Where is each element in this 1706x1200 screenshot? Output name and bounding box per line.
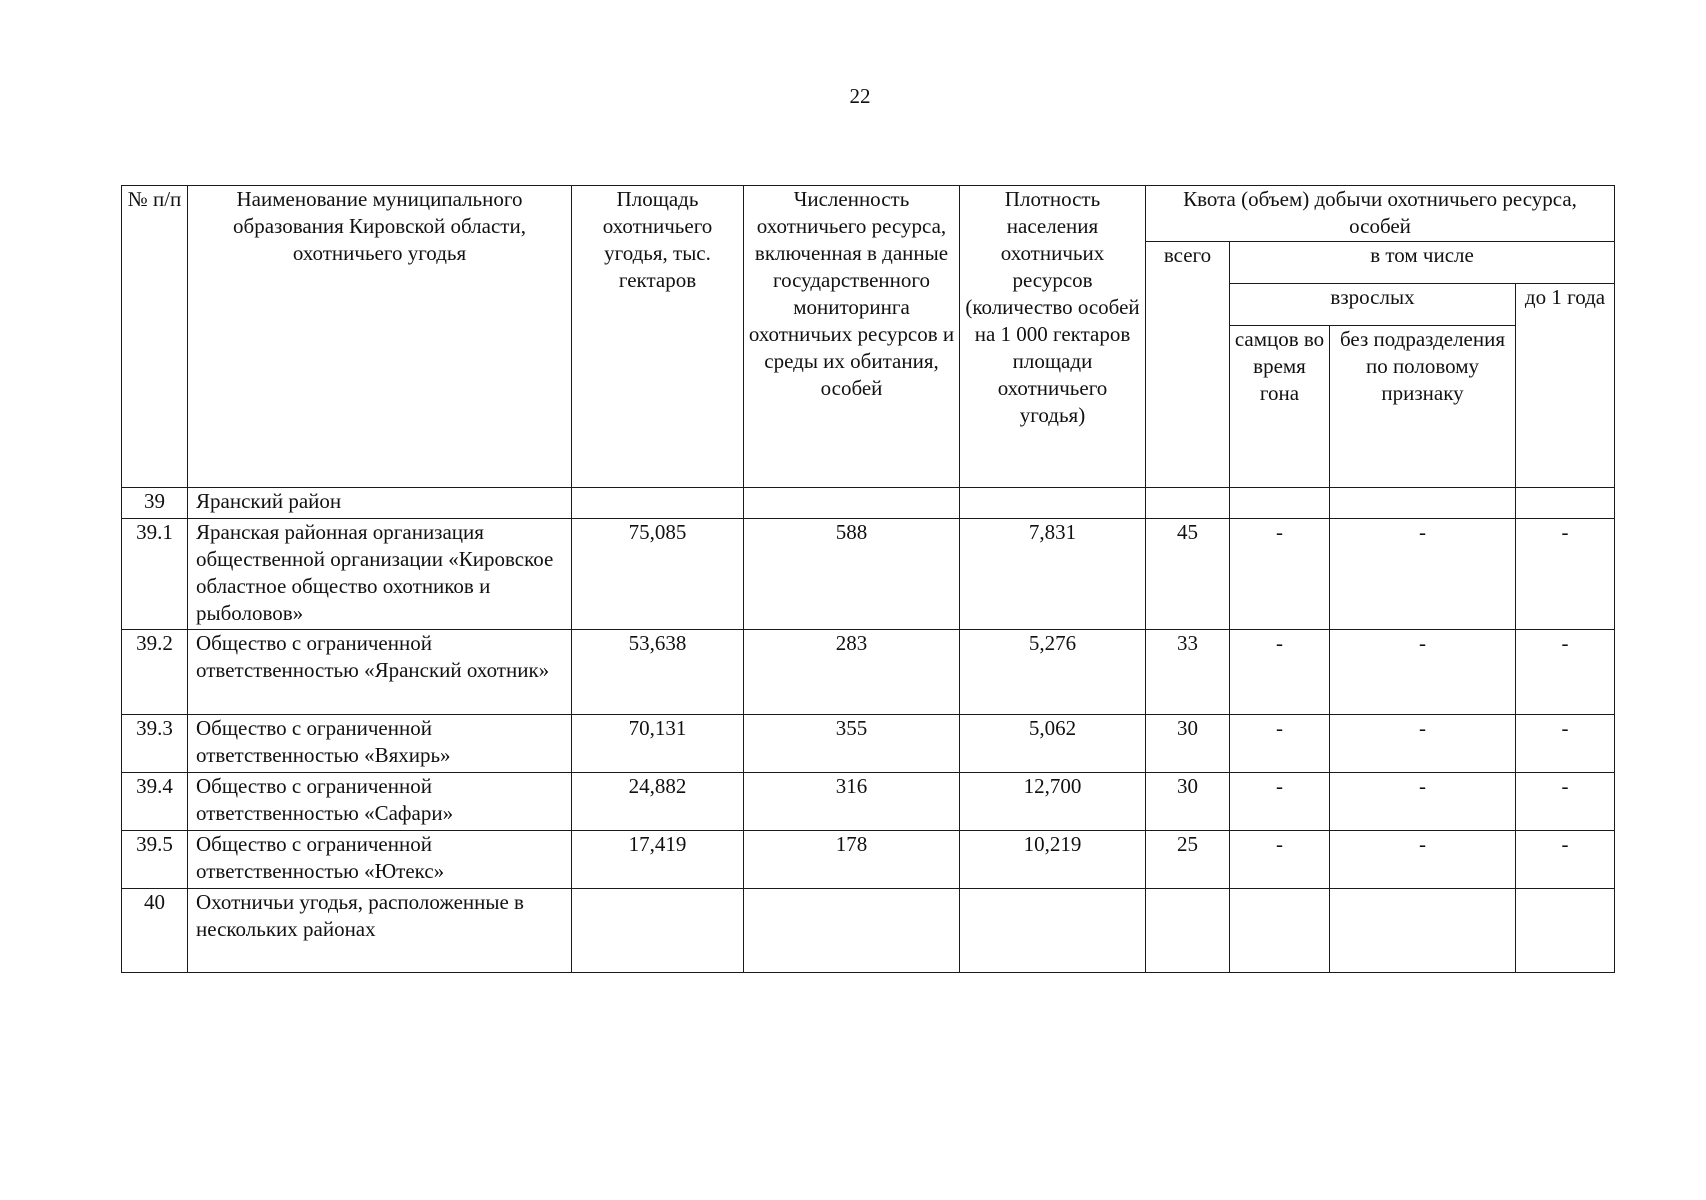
header-name: Наименование муниципального образования Кировской области, охотничьего угодья: [188, 186, 572, 488]
cell-num: 40: [122, 889, 188, 973]
header-num: № п/п: [122, 186, 188, 488]
cell-name: Общество с ограниченной ответственностью «Ютекс»: [188, 831, 572, 889]
cell-under1: [1516, 488, 1615, 519]
cell-nosex: -: [1330, 630, 1516, 715]
cell-under1: -: [1516, 519, 1615, 630]
cell-area: 70,131: [572, 715, 744, 773]
table-row: [122, 831, 1615, 889]
cell-num: 39.5: [122, 831, 188, 889]
cell-under1: -: [1516, 715, 1615, 773]
cell-nosex: -: [1330, 715, 1516, 773]
header-density: Плотность населения охотничьих ресурсов (количество особей на 1 000 гектаров площади охотничьего угодья): [960, 186, 1146, 488]
cell-density: 5,276: [960, 630, 1146, 715]
cell-males: [1230, 488, 1330, 519]
cell-name: Яранский район: [188, 488, 572, 519]
table-body: [122, 488, 1615, 973]
page-number: 22: [849, 84, 871, 108]
cell-under1: -: [1516, 630, 1615, 715]
cell-nosex: [1330, 889, 1516, 973]
header-total: всего: [1146, 242, 1230, 488]
hunting-quota-table: [121, 185, 1615, 973]
header-quota: Квота (объем) добычи охотничьего ресурса, особей: [1146, 186, 1615, 242]
cell-count: 283: [744, 630, 960, 715]
cell-num: 39: [122, 488, 188, 519]
cell-males: -: [1230, 831, 1330, 889]
cell-nosex: [1330, 488, 1516, 519]
cell-area: [572, 488, 744, 519]
header-under-1-year: до 1 года: [1516, 284, 1615, 488]
header-no-sex-division: без подразделения по половому признаку: [1330, 326, 1516, 488]
cell-total: 25: [1146, 831, 1230, 889]
cell-nosex: -: [1330, 519, 1516, 630]
table-row: [122, 715, 1615, 773]
cell-total: [1146, 488, 1230, 519]
cell-density: 5,062: [960, 715, 1146, 773]
cell-area: 75,085: [572, 519, 744, 630]
cell-count: [744, 889, 960, 973]
table-header: [122, 186, 1615, 488]
header-including: в том числе: [1230, 242, 1615, 284]
cell-name: Общество с ограниченной ответственностью «Яранский охотник»: [188, 630, 572, 715]
table-row: [122, 519, 1615, 630]
table-row: [122, 889, 1615, 973]
cell-nosex: -: [1330, 773, 1516, 831]
cell-area: [572, 889, 744, 973]
cell-num: 39.1: [122, 519, 188, 630]
cell-density: [960, 488, 1146, 519]
cell-area: 24,882: [572, 773, 744, 831]
header-males-rut: самцов во время гона: [1230, 326, 1330, 488]
table-row: [122, 773, 1615, 831]
cell-density: 12,700: [960, 773, 1146, 831]
cell-area: 17,419: [572, 831, 744, 889]
cell-num: 39.3: [122, 715, 188, 773]
table-row: [122, 488, 1615, 519]
cell-males: -: [1230, 715, 1330, 773]
cell-count: 316: [744, 773, 960, 831]
cell-name: Общество с ограниченной ответственностью «Вяхирь»: [188, 715, 572, 773]
cell-under1: -: [1516, 831, 1615, 889]
cell-under1: [1516, 889, 1615, 973]
cell-count: 588: [744, 519, 960, 630]
cell-total: 30: [1146, 773, 1230, 831]
cell-count: 355: [744, 715, 960, 773]
cell-name: Охотничьи угодья, расположенные в нескольких районах: [188, 889, 572, 973]
cell-name: Общество с ограниченной ответственностью «Сафари»: [188, 773, 572, 831]
cell-males: -: [1230, 630, 1330, 715]
cell-males: -: [1230, 773, 1330, 831]
cell-density: 7,831: [960, 519, 1146, 630]
cell-total: 45: [1146, 519, 1230, 630]
cell-under1: -: [1516, 773, 1615, 831]
header-area: Площадь охотничьего угодья, тыс. гектаров: [572, 186, 744, 488]
header-adults: взрослых: [1230, 284, 1516, 326]
cell-total: 30: [1146, 715, 1230, 773]
cell-males: [1230, 889, 1330, 973]
cell-name: Яранская районная организация общественной организации «Кировское областное общество охотников и рыболовов»: [188, 519, 572, 630]
cell-density: 10,219: [960, 831, 1146, 889]
header-count: Численность охотничьего ресурса, включенная в данные государственного мониторинга охотничьих ресурсов и среды их обитания, особей: [744, 186, 960, 488]
cell-num: 39.4: [122, 773, 188, 831]
cell-num: 39.2: [122, 630, 188, 715]
cell-total: 33: [1146, 630, 1230, 715]
cell-count: [744, 488, 960, 519]
cell-density: [960, 889, 1146, 973]
cell-nosex: -: [1330, 831, 1516, 889]
cell-count: 178: [744, 831, 960, 889]
cell-area: 53,638: [572, 630, 744, 715]
table-row: [122, 630, 1615, 715]
cell-males: -: [1230, 519, 1330, 630]
cell-total: [1146, 889, 1230, 973]
